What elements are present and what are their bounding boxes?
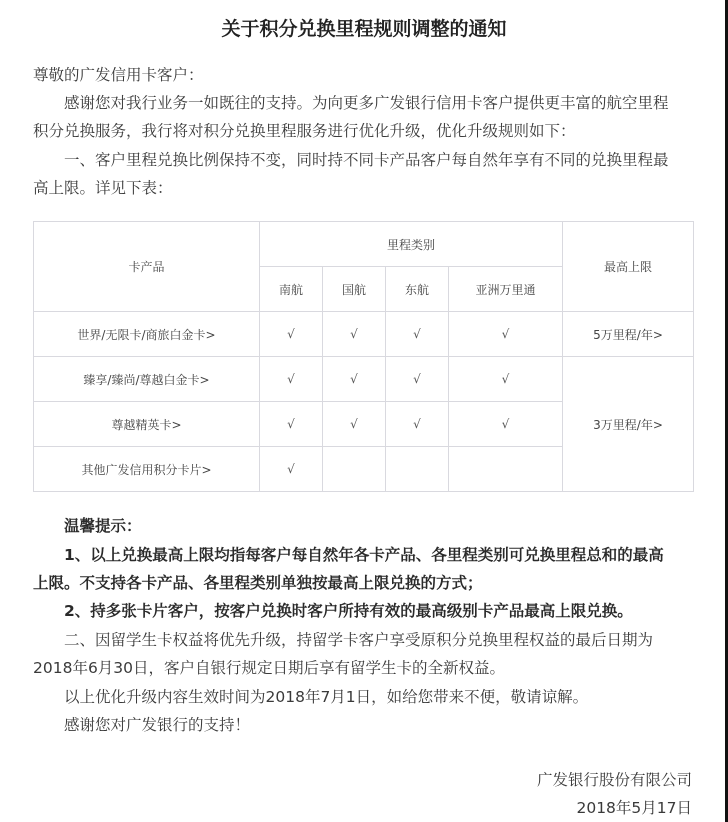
- card-product-cell: 其他广发信用积分卡片>: [34, 447, 260, 492]
- tip1-line-1: 1、以上兑换最高上限均指每客户每自然年各卡产品、各里程类别可兑换里程总和的最高: [64, 546, 664, 564]
- check-icon: √: [386, 357, 449, 402]
- card-product-cell: 世界/无限卡/商旅白金卡>: [34, 312, 260, 357]
- check-icon: √: [386, 402, 449, 447]
- check-icon: √: [449, 312, 563, 357]
- signature-date: 2018年5月17日: [576, 799, 692, 817]
- company-signature: 广发银行股份有限公司: [536, 771, 692, 789]
- rule2-line-2: 2018年6月30日，客户自银行规定日期后享有留学生卡的全新权益。: [33, 659, 506, 677]
- rule1-line-1: 一、客户里程兑换比例保持不变，同时持不同卡产品客户每自然年享有不同的兑换里程最: [64, 151, 669, 169]
- max-limit-cell: 5万里程/年>: [563, 312, 694, 357]
- check-icon: √: [260, 357, 323, 402]
- intro-line-1: 感谢您对我行业务一如既往的支持。为向更多广发银行信用卡客户提供更丰富的航空里程: [64, 94, 669, 112]
- page-title: 关于积分兑换里程规则调整的通知: [221, 18, 507, 40]
- max-limit-cell: 3万里程/年>: [563, 357, 694, 492]
- header-airline: 东航: [386, 267, 449, 312]
- header-max-limit: 最高上限: [563, 222, 694, 312]
- check-icon: √: [449, 357, 563, 402]
- check-icon: √: [449, 402, 563, 447]
- check-icon: √: [260, 312, 323, 357]
- check-icon: √: [260, 402, 323, 447]
- card-product-cell: 尊越精英卡>: [34, 402, 260, 447]
- rule1-line-2: 高上限。详见下表：: [33, 179, 173, 197]
- table-row: [34, 357, 694, 402]
- empty-cell: [386, 447, 449, 492]
- card-product-cell: 臻享/臻尚/尊越白金卡>: [34, 357, 260, 402]
- header-card-product: 卡产品: [34, 222, 260, 312]
- header-mileage-type: 里程类别: [260, 222, 563, 267]
- header-airline: 南航: [260, 267, 323, 312]
- check-icon: √: [386, 312, 449, 357]
- thanks-line: 感谢您对广发银行的支持！: [64, 716, 251, 734]
- check-icon: √: [323, 402, 386, 447]
- tip2: 2、持多张卡片客户，按客户兑换时客户所持有效的最高级别卡产品最高上限兑换。: [64, 602, 633, 620]
- empty-cell: [323, 447, 386, 492]
- effective-date-note: 以上优化升级内容生效时间为2018年7月1日，如给您带来不便，敬请谅解。: [64, 688, 589, 706]
- check-icon: √: [260, 447, 323, 492]
- table-header-row: [34, 222, 694, 267]
- rule2-line-1: 二、因留学生卡权益将优先升级，持留学卡客户享受原积分兑换里程权益的最后日期为: [64, 631, 654, 649]
- tip1-line-2: 上限。不支持各卡产品、各里程类别单独按最高上限兑换的方式；: [33, 574, 483, 592]
- check-icon: √: [323, 357, 386, 402]
- check-icon: √: [323, 312, 386, 357]
- tips-heading: 温馨提示：: [64, 517, 142, 535]
- intro-line-2: 积分兑换服务，我行将对积分兑换里程服务进行优化升级，优化升级规则如下：: [33, 122, 576, 140]
- empty-cell: [449, 447, 563, 492]
- table-row: [34, 312, 694, 357]
- header-airline: 亚洲万里通: [449, 267, 563, 312]
- mileage-table: [33, 221, 694, 492]
- greeting: 尊敬的广发信用卡客户：: [33, 66, 204, 84]
- header-airline: 国航: [323, 267, 386, 312]
